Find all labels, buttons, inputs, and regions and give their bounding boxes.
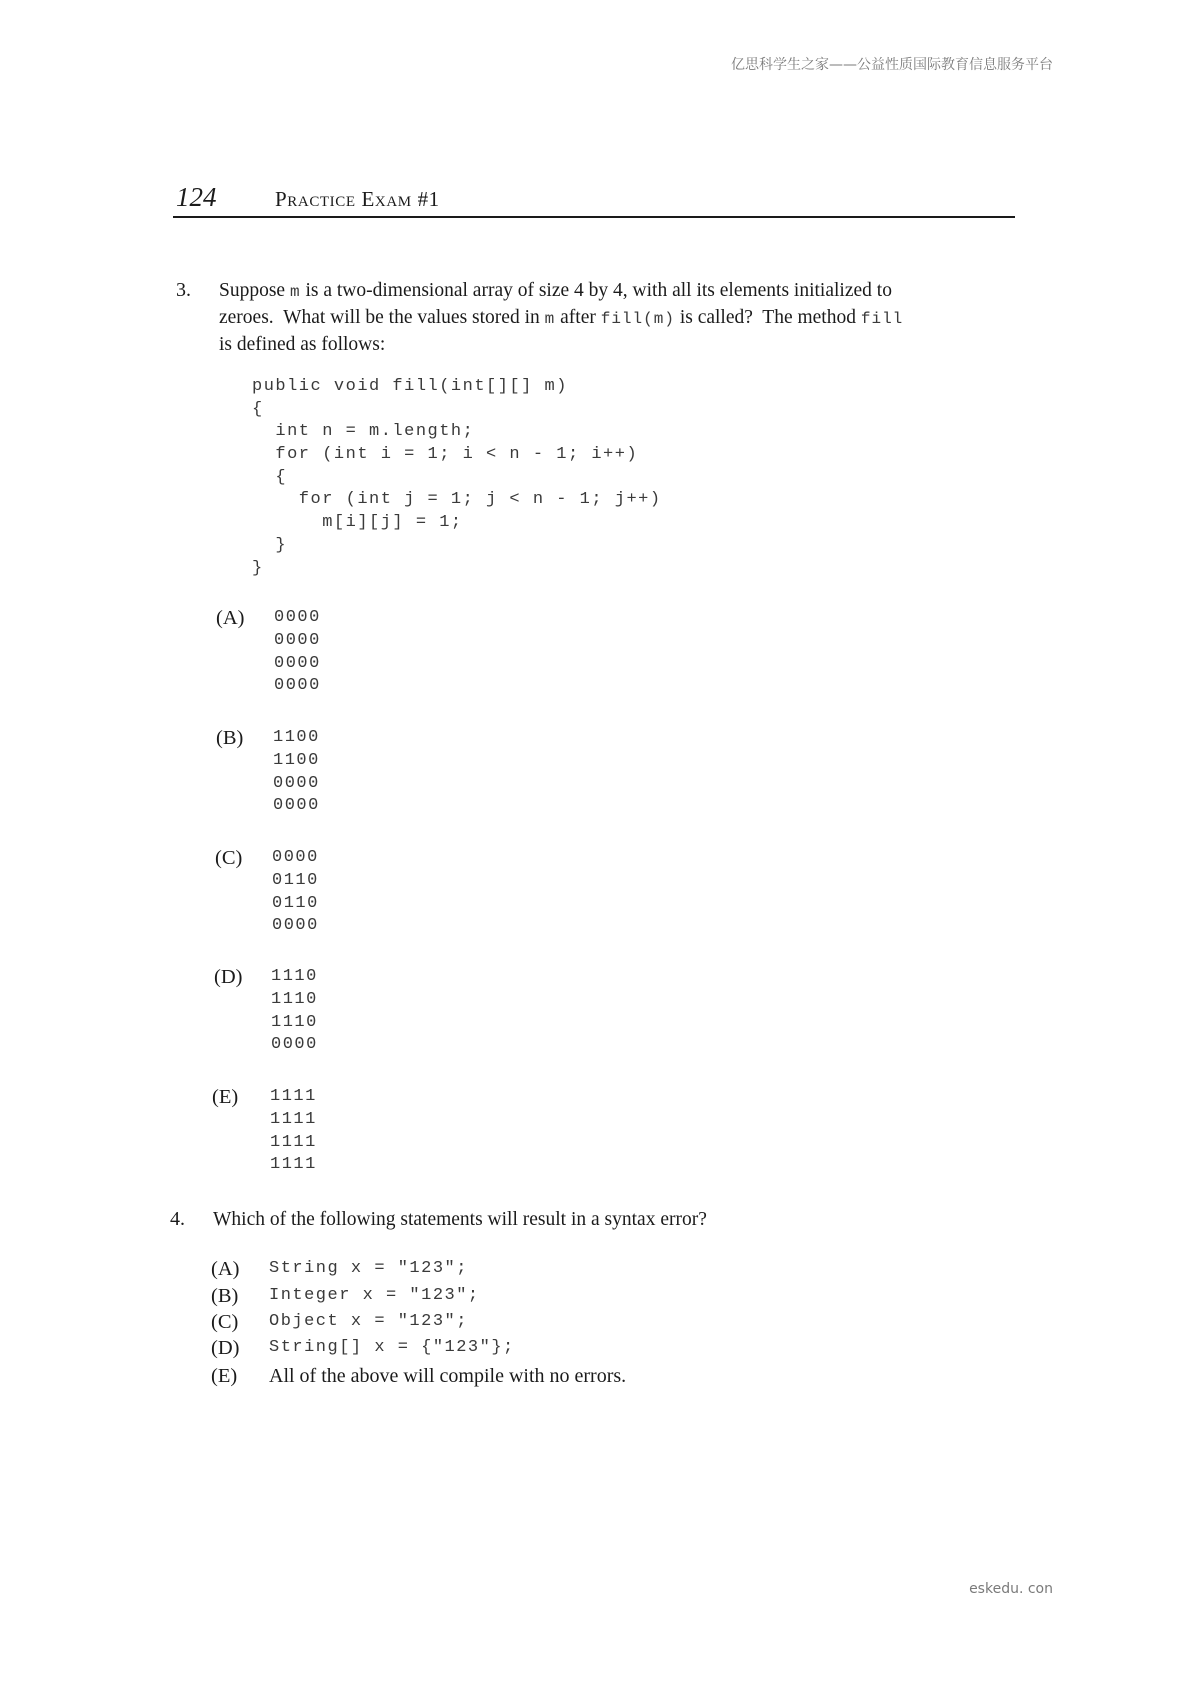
option-a-code: String x = "123"; <box>269 1259 468 1278</box>
stem-line: Which of the following statements will result in a syntax error? <box>213 1209 707 1230</box>
option-d-label: (D) <box>214 966 243 988</box>
matrix-row: 1100 <box>273 750 320 770</box>
code-listing <box>252 376 662 580</box>
option-d-label: (D) <box>211 1337 240 1359</box>
matrix-row: 0000 <box>272 916 319 936</box>
code-line: { <box>252 467 288 487</box>
code-line: int n = m.length; <box>252 422 475 442</box>
matrix-row: 1110 <box>271 1012 318 1032</box>
option-c-label: (C) <box>215 847 243 869</box>
inline-code: m <box>544 310 556 328</box>
matrix-row: 0000 <box>274 630 321 650</box>
stem-text: after <box>555 307 601 328</box>
option-a-label: (A) <box>216 607 245 629</box>
stem-text: is called? The method <box>674 307 861 328</box>
footer-site-url: eskedu. con <box>969 1581 1053 1597</box>
option-a-matrix <box>274 607 321 698</box>
inline-code: m <box>289 283 301 301</box>
option-e-label: (E) <box>211 1365 238 1387</box>
site-watermark: 亿思科学生之家——公益性质国际教育信息服务平台 <box>731 57 1053 73</box>
matrix-row: 0000 <box>274 608 321 627</box>
matrix-row: 1111 <box>270 1132 317 1152</box>
matrix-row: 0000 <box>273 773 320 793</box>
matrix-row: 0110 <box>272 870 319 890</box>
matrix-row: 0000 <box>271 1035 318 1055</box>
stem-text: is a two-dimensional array of size 4 by 4, with all its elements initialized to <box>300 280 892 301</box>
matrix-row: 1100 <box>273 728 320 747</box>
option-a-label: (A) <box>211 1258 240 1280</box>
question-stem <box>213 1207 707 1232</box>
code-line: { <box>252 399 264 419</box>
matrix-row: 1110 <box>271 989 318 1009</box>
stem-text: zeroes. What will be the values stored in <box>219 307 545 328</box>
inline-code: fill(m) <box>600 310 675 328</box>
stem-line <box>219 278 903 305</box>
stem-text: is defined as follows: <box>219 334 386 355</box>
option-b-label: (B) <box>216 727 244 749</box>
matrix-row: 1111 <box>270 1109 317 1129</box>
code-line: for (int j = 1; j < n - 1; j++) <box>252 490 662 510</box>
stem-line <box>219 332 903 357</box>
option-c-label: (C) <box>211 1311 239 1333</box>
code-line: } <box>252 558 264 578</box>
code-line: for (int i = 1; i < n - 1; i++) <box>252 445 639 465</box>
matrix-row: 0000 <box>274 653 321 673</box>
code-line: m[i][j] = 1; <box>252 513 463 533</box>
option-d-matrix <box>271 966 318 1057</box>
matrix-row: 0000 <box>274 676 321 696</box>
option-e-label: (E) <box>212 1086 239 1108</box>
option-c-matrix <box>272 847 319 938</box>
matrix-row: 1111 <box>270 1155 317 1175</box>
page-number: 124 <box>176 182 217 212</box>
option-e-text: All of the above will compile with no errors. <box>269 1365 627 1387</box>
option-b-code: Integer x = "123"; <box>269 1286 480 1305</box>
matrix-row: 0000 <box>273 796 320 816</box>
running-title: Practice Exam #1 <box>275 187 440 211</box>
stem-line <box>219 305 903 332</box>
option-b-matrix <box>273 727 320 818</box>
option-b-label: (B) <box>211 1285 239 1307</box>
matrix-row: 1111 <box>270 1087 317 1106</box>
question-number: 4. <box>170 1208 185 1230</box>
matrix-row: 0000 <box>272 848 319 867</box>
inline-code: fill <box>860 310 904 328</box>
stem-text: Suppose <box>219 280 290 301</box>
code-line: } <box>252 535 288 555</box>
matrix-row: 0110 <box>272 893 319 913</box>
matrix-row: 1110 <box>271 967 318 986</box>
option-e-matrix <box>270 1086 317 1177</box>
header-rule <box>173 216 1015 218</box>
option-d-code: String[] x = {"123"}; <box>269 1338 515 1357</box>
option-c-code: Object x = "123"; <box>269 1312 468 1331</box>
code-line: public void fill(int[][] m) <box>252 377 568 396</box>
question-stem <box>219 278 903 357</box>
question-number: 3. <box>176 279 191 301</box>
